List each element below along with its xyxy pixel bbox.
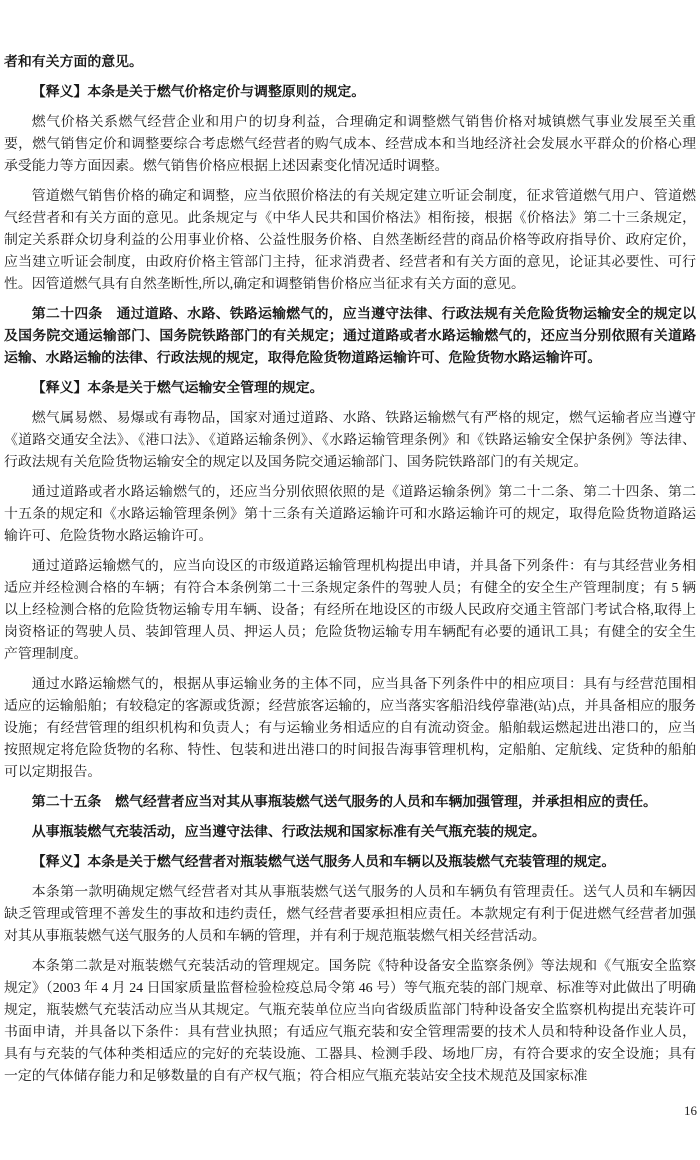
article-24-text: 第二十四条 通过道路、水路、铁路运输燃气的，应当遵守法律、行政法规有关危险货物运输安全的规定以及国务院交通运输部门、国务院铁路部门的有关规定；通过道路或者水路运输燃气的，还应当分别依照有关道路运输、水路运输的法律、行政法规的规定，取得危险货物道路运输许可、危险货物水路运输许可。 xyxy=(4,307,696,366)
article-25-clause2-text: 从事瓶装燃气充装活动，应当遵守法律、行政法规和国家标准有关气瓶充装的规定。 xyxy=(31,825,546,840)
commentary-paragraph: 管道燃气销售价格的确定和调整，应当依照价格法的有关规定建立听证会制度，征求管道燃气用户、管道燃气经营者和有关方面的意见。此条规定与《中华人民共和国价格法》相衔接，根据《价格法》第二十三条规定，制定关系群众切身利益的公用事业价格、公益性服务价格、自然垄断经营的商品价格等政府指导价、政府定价，应当建立听证会制度，由政府价格主管部门主持，征求消费者、经营者和有关方面的意见，论证其必要性、可行性。因管道燃气具有自然垄断性,所以,确定和调整销售价格应当征求有关方面的意见。 xyxy=(4,189,696,292)
commentary-paragraph: 燃气价格关系燃气经营企业和用户的切身利益，合理确定和调整燃气销售价格对城镇燃气事业发展至关重要，燃气销售定价和调整要综合考虑燃气经营者的购气成本、经营成本和当地经济社会发展水平群众的价格心理承受能力等方面因素。燃气销售价格应根据上述因素变化情况适时调整。 xyxy=(4,115,696,174)
shiyi-heading-price: 【释义】本条是关于燃气价格定价与调整原则的规定。 xyxy=(31,85,366,100)
shiyi-heading-bottled-gas: 【释义】本条是关于燃气经营者对瓶装燃气送气服务人员和车辆以及瓶装燃气充装管理的规定。 xyxy=(31,855,616,870)
commentary-paragraph: 本条第二款是对瓶装燃气充装活动的管理规定。国务院《特种设备安全监察条例》等法规和《气瓶安全监察规定》（2003 年 4 月 24 日国家质量监督检验检疫总局令第 46 号）等气瓶充装的部门规章、标准等对此做出了明确规定，瓶装燃气充装活动应当从其规定。气瓶充装单位应当向省级质监部门特种设备安全监察机构提出充装许可书面申请，并具备以下条件：具有营业执照；有适应气瓶充装和安全管理需要的技术人员和特种设备作业人员，具有与充装的气体种类相适应的完好的充装设施、工器具、检测手段、场地厂房，有符合要求的安全设施；具有一定的气体储存能力和足够数量的自有产权气瓶；符合相应气瓶充装站安全技术规范及国家标准 xyxy=(4,959,696,1084)
article-text-continuation: 者和有关方面的意见。 xyxy=(4,55,143,70)
commentary-paragraph: 通过道路或者水路运输燃气的，还应当分别依照依照的是《道路运输条例》第二十二条、第二十四条、第二十五条的规定和《水路运输管理条例》第十三条有关道路运输许可和水路运输许可的规定，取得危险货物道路运输许可、危险货物水路运输许可。 xyxy=(4,485,696,544)
commentary-paragraph: 通过道路运输燃气的，应当向设区的市级道路运输管理机构提出申请，并具备下列条件：有与其经营业务相适应并经检测合格的车辆；有符合本条例第二十三条规定条件的驾驶人员；有健全的安全生产管理制度；有 5 辆以上经检测合格的危险货物运输专用车辆、设备；有经所在地设区的市级人民政府交通主管部门考试合格,取得上岗资格证的驾驶人员、装卸管理人员、押运人员；危险货物运输专用车辆配有必要的通讯工具；有健全的安全生产管理制度。 xyxy=(4,559,696,662)
shiyi-heading-transport: 【释义】本条是关于燃气运输安全管理的规定。 xyxy=(31,381,324,396)
commentary-paragraph: 通过水路运输燃气的，根据从事运输业务的主体不同，应当具备下列条件中的相应项目：具有与经营范围相适应的运输船舶；有较稳定的客源或货源；经营旅客运输的，应当落实客船沿线停靠港(站)点，并具备相应的服务设施；有经营管理的组织机构和负责人；有与运输业务相适应的自有流动资金。船舶载运燃起进出港口的，应当按照规定将危险货物的名称、特性、包装和进出港口的时间报告海事管理机构，定船舶、定航线、定货种的船舶可以定期报告。 xyxy=(4,677,696,780)
page-text-block xyxy=(4,52,696,1088)
article-25-text: 第二十五条 燃气经营者应当对其从事瓶装燃气送气服务的人员和车辆加强管理，并承担相应的责任。 xyxy=(31,795,657,810)
page-number: 16 xyxy=(684,1103,697,1118)
commentary-paragraph: 本条第一款明确规定燃气经营者对其从事瓶装燃气送气服务的人员和车辆负有管理责任。送气人员和车辆因缺乏管理或管理不善发生的事故和违约责任，燃气经营者要承担相应责任。本款规定有利于促进燃气经营者加强对其从事瓶装燃气送气服务的人员和车辆的管理，并有利于规范瓶装燃气相关经营活动。 xyxy=(4,885,696,944)
commentary-paragraph: 燃气属易燃、易爆或有毒物品，国家对通过道路、水路、铁路运输燃气有严格的规定，燃气运输者应当遵守《道路交通安全法》、《港口法》、《道路运输条例》、《水路运输管理条例》和《铁路运输安全保护条例》等法律、行政法规有关危险货物运输安全的规定以及国务院交通运输部门、国务院铁路部门的有关规定。 xyxy=(4,411,696,470)
